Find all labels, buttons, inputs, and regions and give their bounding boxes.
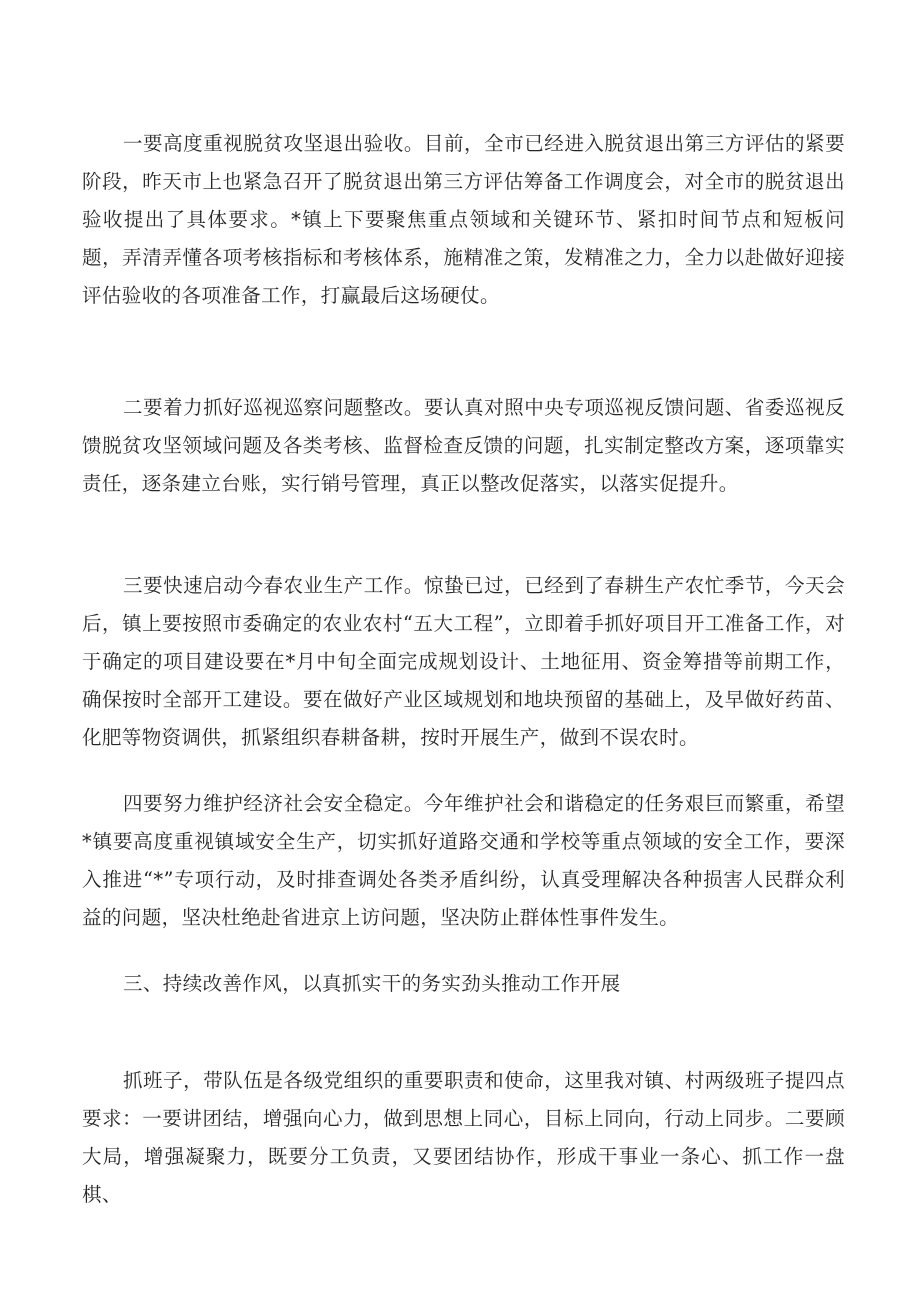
paragraph-4: 四要努力维护经济社会安全稳定。今年维护社会和谐稳定的任务艰巨而繁重，希望*镇要高度重视镇域安全生产，切实抓好道路交通和学校等重点领域的安全工作，要深入推进“*”专项行动，及时排查调处各类矛盾纠纷，认真受理解决各种损害人民群众利益的问题，坚决杜绝赴省进京上访问题，坚决防止群体性事件发生。 [82,792,845,929]
paragraph-3: 三要快速启动今春农业生产工作。惊蛰已过，已经到了春耕生产农忙季节，今天会后，镇上要按照市委确定的农业农村“五大工程”，立即着手抓好项目开工准备工作，对于确定的项目建设要在*月中旬全面完成规划设计、土地征用、资金筹措等前期工作，确保按时全部开工建设。要在做好产业区域规划和地块预留的基础上，及早做好药苗、化肥等物资调供，抓紧组织春耕备耕，按时开展生产，做到不误农时。 [82,574,845,749]
paragraph-1: 一要高度重视脱贫攻坚退出验收。目前，全市已经进入脱贫退出第三方评估的紧要阶段，昨天市上也紧急召开了脱贫退出第三方评估筹备工作调度会，对全市的脱贫退出验收提出了具体要求。*镇上下要聚焦重点领域和关键环节、紧扣时间节点和短板问题，弄清弄懂各项考核指标和考核体系，施精准之策，发精准之力，全力以赴做好迎接评估验收的各项准备工作，打赢最后这场硬仗。 [82,132,845,307]
section-heading-3: 三、持续改善作风，以真抓实干的务实劲头推动工作开展 [123,972,621,995]
paragraph-5: 抓班子，带队伍是各级党组织的重要职责和使命，这里我对镇、村两级班子提四点要求：一要讲团结，增强向心力，做到思想上同心，目标上同向，行动上同步。二要顾大局，增强凝聚力，既要分工负责，又要团结协作，形成干事业一条心、抓工作一盘棋、 [82,1069,845,1206]
paragraph-2: 二要着力抓好巡视巡察问题整改。要认真对照中央专项巡视反馈问题、省委巡视反馈脱贫攻坚领域问题及各类考核、监督检查反馈的问题，扎实制定整改方案，逐项靠实责任，逐条建立台账，实行销号管理，真正以整改促落实，以落实促提升。 [82,396,845,495]
